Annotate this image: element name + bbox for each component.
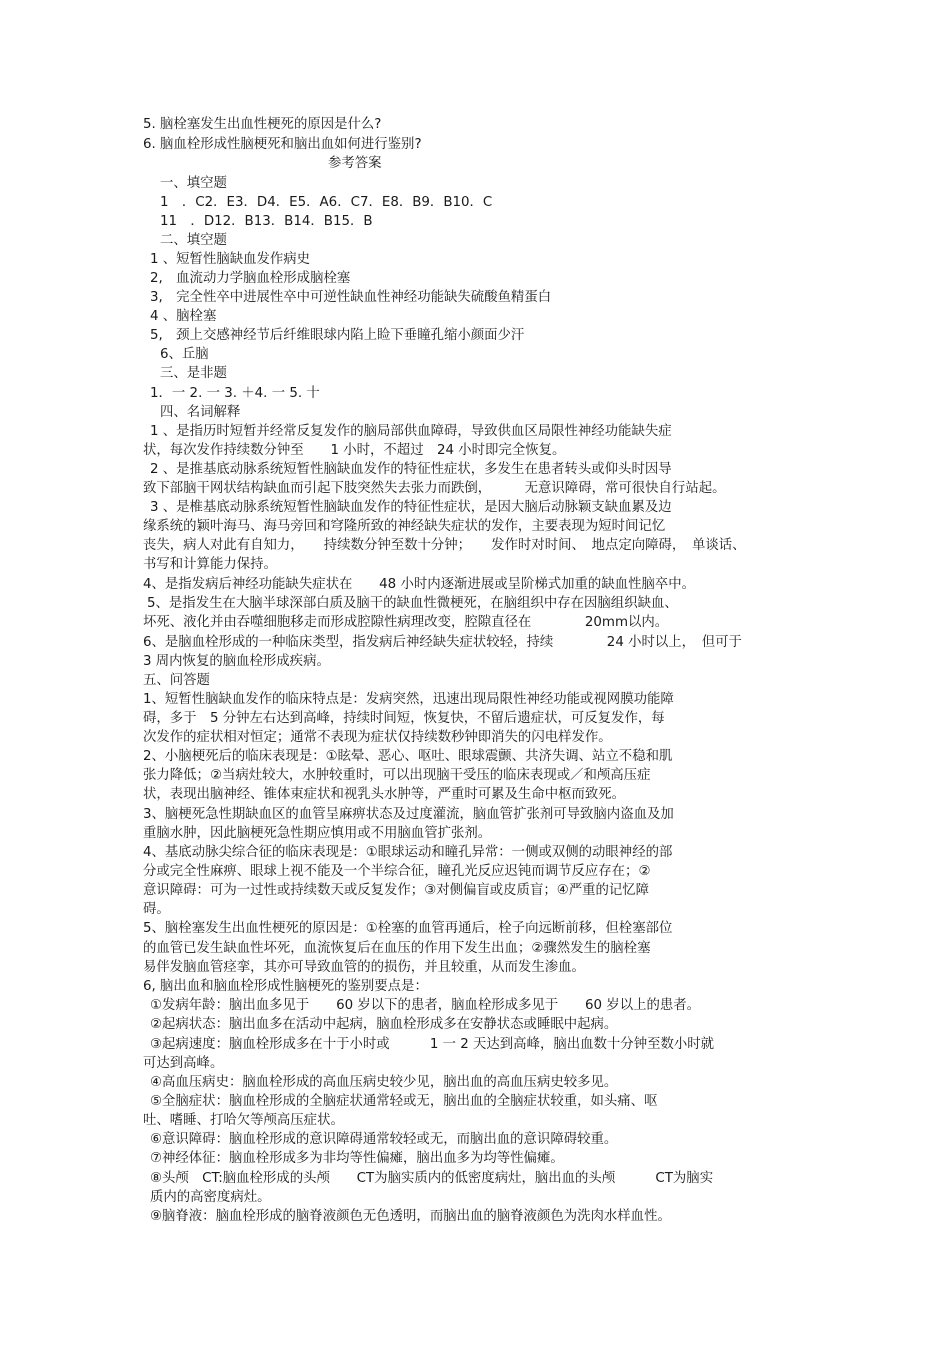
text-line: 碍。 xyxy=(143,902,170,917)
text-line: 吐、嗜睡、打哈欠等颅高压症状。 xyxy=(143,1113,344,1128)
text-line: 分或完全性麻痹、眼球上视不能及一个半综合征，瞳孔光反应迟钝而调节反应存在；② xyxy=(143,864,651,879)
text-line: 4、基底动脉尖综合征的临床表现是：①眼球运动和瞳孔异常：一侧或双侧的动眼神经的部 xyxy=(143,845,673,860)
text-line: 书写和计算能力保持。 xyxy=(143,557,277,572)
text-line: 2 、是推基底动脉系统短暂性脑缺血发作的特征性症状，多发生在患者转头或仰头时因导 xyxy=(150,462,672,477)
text-line: 缘系统的颖叶海马、海马旁回和穹隆所致的神经缺失症状的发作，主要表现为短时间记忆 xyxy=(143,519,666,534)
text-line: 4、是指发病后神经功能缺失症状在 48 小时内逐渐进展或呈阶梯式加重的缺血性脑卒中。 xyxy=(143,577,696,592)
text-line: 状，每次发作持续数分钟至 1 小时，不超过 24 小时即完全恢复。 xyxy=(143,443,566,458)
text-line: 1、短暂性脑缺血发作的临床特点是：发病突然，迅速出现局限性神经功能或视网膜功能障 xyxy=(143,692,674,707)
text-line: 1 ．C2．E3．D4．E5．A6．C7．E8．B9．B10．C xyxy=(160,195,493,210)
text-line: 4 、脑栓塞 xyxy=(150,309,217,324)
text-line: 2, 血流动力学脑血栓形成脑栓塞 xyxy=(150,271,351,286)
section-heading: 二、填空题 xyxy=(160,233,227,248)
section-heading: 一、填空题 xyxy=(160,176,227,191)
text-line: 5、是指发生在大脑半球深部白质及脑干的缺血性微梗死，在脑组织中存在因脑组织缺血、 xyxy=(147,596,678,611)
text-line: ⑤全脑症状：脑血栓形成的全脑症状通常轻或无，脑出血的全脑症状较重，如头痛、呕 xyxy=(150,1094,658,1109)
section-heading: 三、是非题 xyxy=(160,366,227,381)
text-line: 张力降低；②当病灶较大，水肿较重时，可以出现脑干受压的临床表现或／和颅高压症 xyxy=(143,768,651,783)
text-line: ④高血压病史：脑血栓形成的高血压病史较少见，脑出血的高血压病史较多见。 xyxy=(150,1075,618,1090)
text-line: 意识障碍：可为一过性或持续数天或反复发作；③对侧偏盲或皮质盲；④严重的记忆障 xyxy=(143,883,650,898)
text-line: 3 、是椎基底动脉系统短暂性脑缺血发作的特征性症状，是因大脑后动脉颖支缺血累及边 xyxy=(150,500,672,515)
text-line: ③起病速度：脑血栓形成多在十于小时或 1 一 2 天达到高峰，脑出血数十分钟至数小时就 xyxy=(150,1037,715,1052)
text-line: 6、丘脑 xyxy=(160,347,209,362)
text-line: 丧失，病人对此有自知力， 持续数分钟至数十分钟； 发作时对时间、 地点定向障碍， 单谈话、 xyxy=(143,538,746,553)
text-line: 5, 颈上交感神经节后纤维眼球内陷上睑下垂瞳孔缩小颜面少汗 xyxy=(150,328,525,343)
text-line: 可达到高峰。 xyxy=(143,1056,224,1071)
text-line: 11 ．D12．B13．B14．B15．B xyxy=(160,214,373,229)
text-line: ⑦神经体征：脑血栓形成多为非均等性偏瘫，脑出血多为均等性偏瘫。 xyxy=(150,1151,564,1166)
text-line: 2、小脑梗死后的临床表现是：①眩晕、恶心、呕吐、眼球震颤、共济失调、站立不稳和肌 xyxy=(143,749,673,764)
text-line: 重脑水肿，因此脑梗死急性期应慎用或不用脑血管扩张剂。 xyxy=(143,826,492,841)
text-line: 碍，多于 5 分钟左右达到高峰，持续时间短，恢复快，不留后遗症状，可反复发作，每 xyxy=(143,711,665,726)
text-line: 质内的高密度病灶。 xyxy=(150,1190,271,1205)
text-line: 1 、短暂性脑缺血发作病史 xyxy=(150,252,311,267)
text-line: 5、脑栓塞发生出血性梗死的原因是：①栓塞的血管再通后，栓子向远断前移，但栓塞部位 xyxy=(143,921,673,936)
text-line: 6. 脑血栓形成性脑梗死和脑出血如何进行鉴别? xyxy=(143,137,422,152)
section-heading: 五、问答题 xyxy=(143,673,210,688)
text-line: 状，表现出脑神经、锥体束症状和视乳头水肿等，严重时可累及生命中枢而致死。 xyxy=(143,787,626,802)
text-line: ⑥意识障碍：脑血栓形成的意识障碍通常较轻或无，而脑出血的意识障碍较重。 xyxy=(150,1132,618,1147)
text-line: 6、是脑血栓形成的一种临床类型，指发病后神经缺失症状较轻，持续 24 小时以上， 但可于 xyxy=(143,635,742,650)
text-line: ⑧头颅 CT:脑血栓形成的头颅 CT为脑实质内的低密度病灶，脑出血的头颅 CT为脑实 xyxy=(150,1171,714,1186)
text-line: 易伴发脑血管痉挛，其亦可导致血管的的损伤，并且较重，从而发生渗血。 xyxy=(143,960,585,975)
text-line: 致下部脑干网状结构缺血而引起下肢突然失去张力而跌倒， 无意识障碍，常可很快自行站起。 xyxy=(143,481,726,496)
text-line: 3 周内恢复的脑血栓形成疾病。 xyxy=(143,654,330,669)
text-line: 3, 完全性卒中进展性卒中可逆性缺血性神经功能缺失硫酸鱼精蛋白 xyxy=(150,290,552,305)
text-line: 坏死、液化并由吞噬细胞移走而形成腔隙性病理改变，腔隙直径在 20mm以内。 xyxy=(143,615,669,630)
text-line: 次发作的症状相对恒定；通常不表现为症状仅持续数秒钟即消失的闪电样发作。 xyxy=(143,730,612,745)
section-title: 参考答案 xyxy=(328,156,382,171)
text-line: 5. 脑栓塞发生出血性梗死的原因是什么? xyxy=(143,117,382,132)
text-line: 1．一 2. 一 3. ＋4. 一 5. 十 xyxy=(150,386,320,401)
text-line: ⑨脑脊液：脑血栓形成的脑脊液颜色无色透明，而脑出血的脑脊液颜色为洗肉水样血性。 xyxy=(150,1209,671,1224)
text-line: ①发病年龄：脑出血多见于 60 岁以下的患者，脑血栓形成多见于 60 岁以上的患者。 xyxy=(150,998,701,1013)
text-line: 1 、是指历时短暂并经常反复发作的脑局部供血障碍，导致供血区局限性神经功能缺失症 xyxy=(150,424,672,439)
text-line: 3、脑梗死急性期缺血区的血管呈麻痹状态及过度灌流，脑血管扩张剂可导致脑内盗血及加 xyxy=(143,807,674,822)
text-line: ②起病状态：脑出血多在活动中起病，脑血栓形成多在安静状态或睡眠中起病。 xyxy=(150,1017,618,1032)
text-line: 的血管已发生缺血性坏死，血流恢复后在血压的作用下发生出血；②骤然发生的脑栓塞 xyxy=(143,941,651,956)
section-heading: 四、名词解释 xyxy=(160,405,241,420)
text-line: 6, 脑出血和脑血栓形成性脑梗死的鉴别要点是： xyxy=(143,979,428,994)
